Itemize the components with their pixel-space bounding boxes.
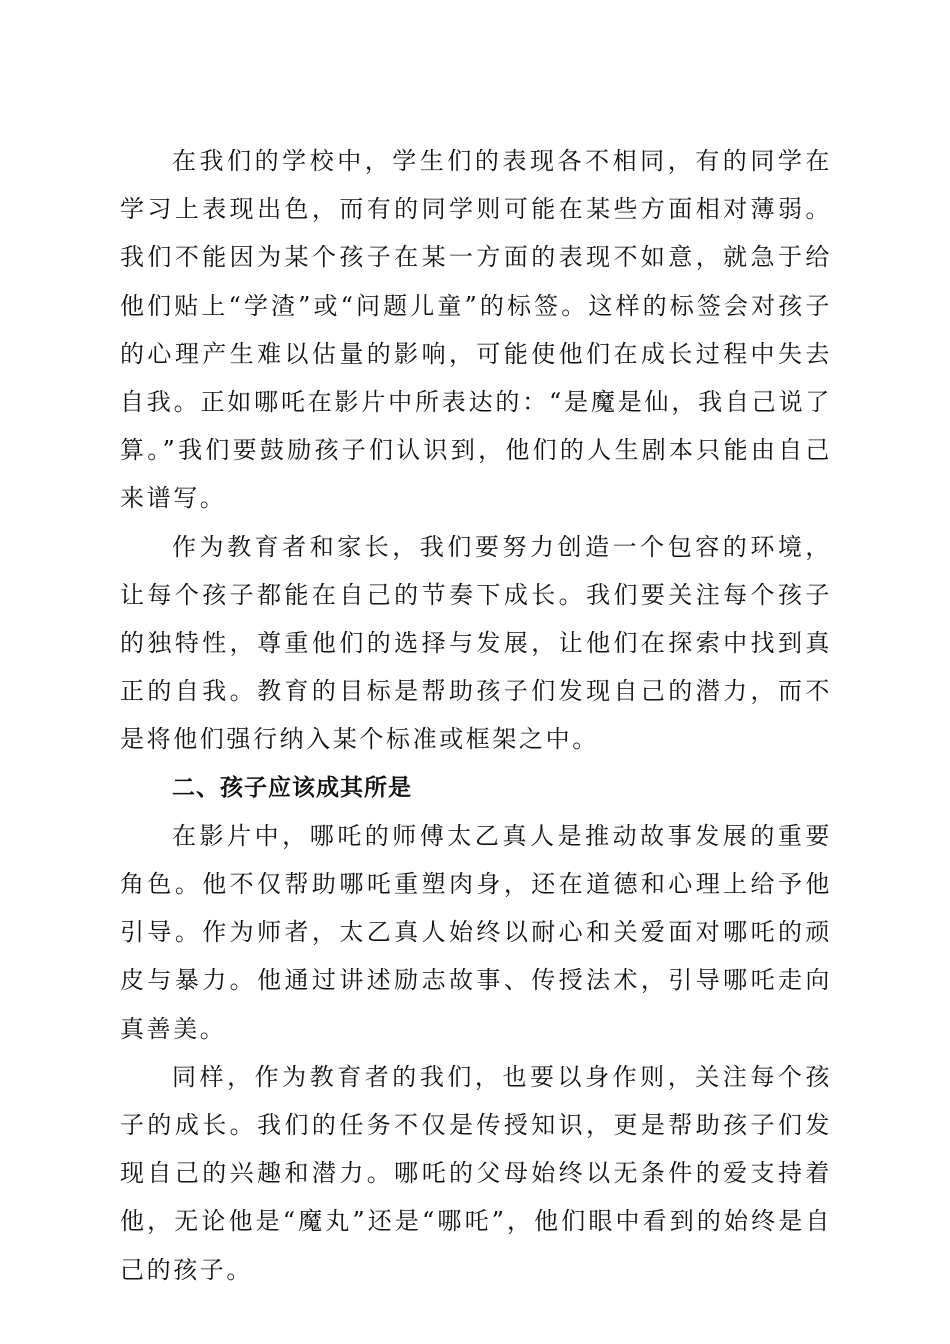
paragraph-student-labels: 在我们的学校中，学生们的表现各不相同，有的同学在学习上表现出色，而有的同学则可能在某些方面相对薄弱。我们不能因为某个孩子在某一方面的表现不如意，就急于给他们贴上“学渣”或“问题儿童”的标签。这样的标签会对孩子的心理产生难以估量的影响，可能使他们在成长过程中失去自我。正如哪吒在影片中所表达的：“是魔是仙，我自己说了算。”我们要鼓励孩子们认识到，他们的人生剧本只能由自己来谱写。 — [120, 147, 832, 513]
paragraph-inclusive-environment: 作为教育者和家长，我们要努力创造一个包容的环境，让每个孩子都能在自己的节奏下成长。我们要关注每个孩子的独特性，尊重他们的选择与发展，让他们在探索中找到真正的自我。教育的目标是帮助孩子们发现自己的潜力，而不是将他们强行纳入某个标准或框架之中。 — [120, 532, 832, 754]
paragraph-educator-role: 同样，作为教育者的我们，也要以身作则，关注每个孩子的成长。我们的任务不仅是传授知识，更是帮助孩子们发现自己的兴趣和潜力。哪吒的父母始终以无条件的爱支持着他，无论他是“魔丸”还是“哪吒”，他们眼中看到的始终是自己的孩子。 — [120, 1062, 832, 1284]
section-heading: 二、孩子应该成其所是 — [172, 774, 412, 801]
paragraph-taiyi-mentor: 在影片中，哪吒的师傅太乙真人是推动故事发展的重要角色。他不仅帮助哪吒重塑肉身，还在道德和心理上给予他引导。作为师者，太乙真人始终以耐心和关爱面对哪吒的顽皮与暴力。他通过讲述励志故事、传授法术，引导哪吒走向真善美。 — [120, 821, 832, 1043]
document-body — [120, 137, 832, 1294]
